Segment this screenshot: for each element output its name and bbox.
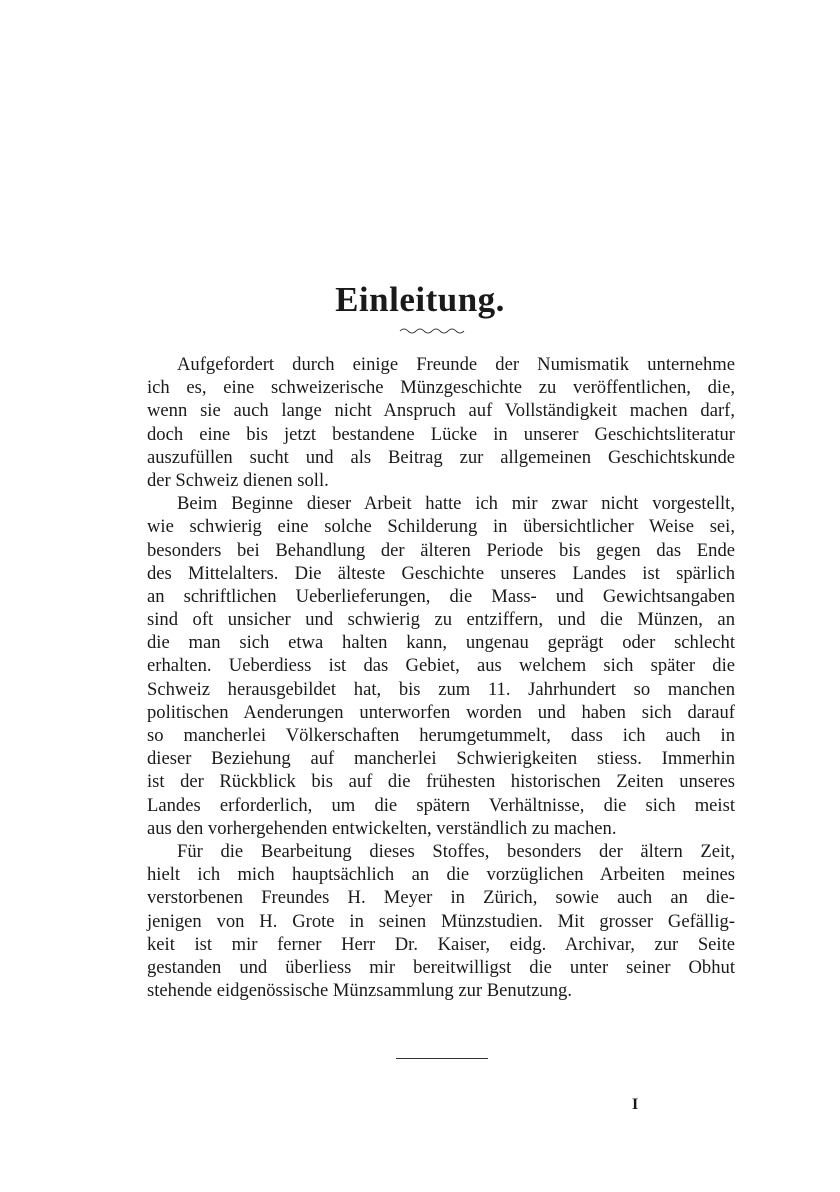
text-line: des Mittelalters. Die älteste Geschichte unseres Landes ist spärlich xyxy=(147,562,735,584)
text-line: so mancherlei Völkerschaften herumgetummelt, dass ich auch in xyxy=(147,725,735,746)
text-line: erhalten. Ueberdiess ist das Gebiet, aus welchem sich später die xyxy=(147,655,735,677)
text-line: keit ist mir ferner Herr Dr. Kaiser, eidg. Archivar, zur Seite xyxy=(147,933,735,955)
text-line: wie schwierig eine solche Schilderung in übersichtlicher Weise sei, xyxy=(147,516,735,538)
text-line: hielt ich mich hauptsächlich an die vorzüglichen Arbeiten meines xyxy=(147,864,735,886)
closing-rule xyxy=(396,1058,488,1059)
body-text xyxy=(147,353,735,1002)
text-line: auszufüllen sucht und als Beitrag zur allgemeinen Geschichtskunde xyxy=(147,446,735,468)
text-line: an schriftlichen Ueberlieferungen, die Mass- und Gewichtsangaben xyxy=(147,585,735,607)
text-line: Landes erforderlich, um die spätern Verhältnisse, die sich meist xyxy=(147,794,735,816)
text-line: ich es, eine schweizerische Münzgeschichte zu veröffentlichen, die, xyxy=(147,377,735,399)
page-title: Einleitung. xyxy=(335,280,505,319)
text-line: aus den vorhergehenden entwickelten, verständlich zu machen. xyxy=(147,817,617,839)
text-line: verstorbenen Freundes H. Meyer in Zürich, sowie auch an die- xyxy=(147,887,735,909)
text-line: besonders bei Behandlung der älteren Periode bis gegen das Ende xyxy=(147,539,735,561)
text-line: stehende eidgenössische Münzsammlung zur Benutzung. xyxy=(147,980,572,1002)
text-line: jenigen von H. Grote in seinen Münzstudien. Mit grosser Gefällig- xyxy=(147,910,735,932)
text-line: wenn sie auch lange nicht Anspruch auf Vollständigkeit machen darf, xyxy=(147,400,735,422)
text-line: gestanden und überliess mir bereitwilligst die unter seiner Obhut xyxy=(147,956,735,978)
text-line: ist der Rückblick bis auf die frühesten historischen Zeiten unseres xyxy=(147,771,735,793)
paragraph-1 xyxy=(147,353,735,492)
text-line: politischen Aenderungen unterworfen worden und haben sich darauf xyxy=(147,701,735,723)
page-number: I xyxy=(632,1096,639,1113)
text-line: der Schweiz dienen soll. xyxy=(147,469,329,491)
text-line: sind oft unsicher und schwierig zu entziffern, und die Münzen, an xyxy=(147,609,735,631)
text-line: Aufgefordert durch einige Freunde der Numismatik unternehme xyxy=(177,354,735,375)
text-line: die man sich etwa halten kann, ungenau geprägt oder schlecht xyxy=(147,632,735,654)
ornament-flourish xyxy=(398,326,468,334)
text-line: doch eine bis jetzt bestandene Lücke in unserer Geschichtsliteratur xyxy=(147,423,735,445)
text-line: Für die Bearbeitung dieses Stoffes, besonders der ältern Zeit, xyxy=(177,840,735,862)
text-line: Beim Beginne dieser Arbeit hatte ich mir zwar nicht vorgestellt, xyxy=(177,493,735,515)
paragraph-2 xyxy=(147,492,735,840)
text-line: Schweiz herausgebildet hat, bis zum 11. Jahrhundert so manchen xyxy=(147,678,735,700)
paragraph-3 xyxy=(147,840,735,1002)
text-line: dieser Beziehung auf mancherlei Schwierigkeiten stiess. Immerhin xyxy=(147,748,735,770)
